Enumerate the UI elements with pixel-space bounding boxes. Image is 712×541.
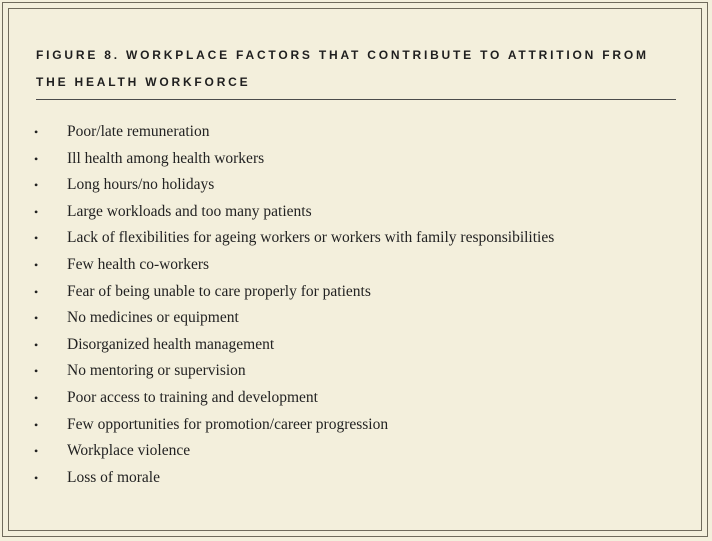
list-item-text: Disorganized health management [67,335,275,353]
list-item-text: Few health co-workers [67,255,210,273]
figure-title-line-1: FIGURE 8. WORKPLACE FACTORS THAT CONTRIBUTE TO ATTRITION FROM [36,48,649,62]
list-item-text: Fear of being unable to care properly for patients [67,282,371,300]
list-item-text: Poor access to training and development [67,388,318,406]
list-item-text: Ill health among health workers [67,149,265,167]
bullet-icon: • [34,470,39,485]
bullet-icon: • [34,178,39,193]
list-item-text: Workplace violence [67,442,191,460]
list-item-text: No medicines or equipment [67,309,239,327]
list-item-text: No mentoring or supervision [67,362,246,380]
figure-title [36,42,676,96]
bullet-icon: • [34,311,39,326]
bullet-icon: • [34,151,39,166]
list-item-text: Few opportunities for promotion/career progression [67,415,389,433]
bullet-icon: • [34,204,39,219]
bullet-icon: • [34,364,39,379]
list-item-text: Lack of flexibilities for ageing workers or workers with family responsibilities [67,229,555,247]
list-item-text: Poor/late remuneration [67,123,210,140]
bullet-icon: • [34,417,39,432]
bullet-icon: • [34,284,39,299]
bullet-icon: • [34,231,39,246]
bullet-icon: • [34,125,39,139]
title-divider [36,99,676,100]
list-item-text: Large workloads and too many patients [67,202,312,220]
bullet-icon: • [34,444,39,459]
figure-title-line-2: THE HEALTH WORKFORCE [36,75,251,89]
bullet-icon: • [34,390,39,405]
bullet-icon: • [34,257,39,272]
list-item-text: Loss of morale [67,468,160,486]
list-item-text: Long hours/no holidays [67,176,215,194]
bullet-icon: • [34,337,39,352]
